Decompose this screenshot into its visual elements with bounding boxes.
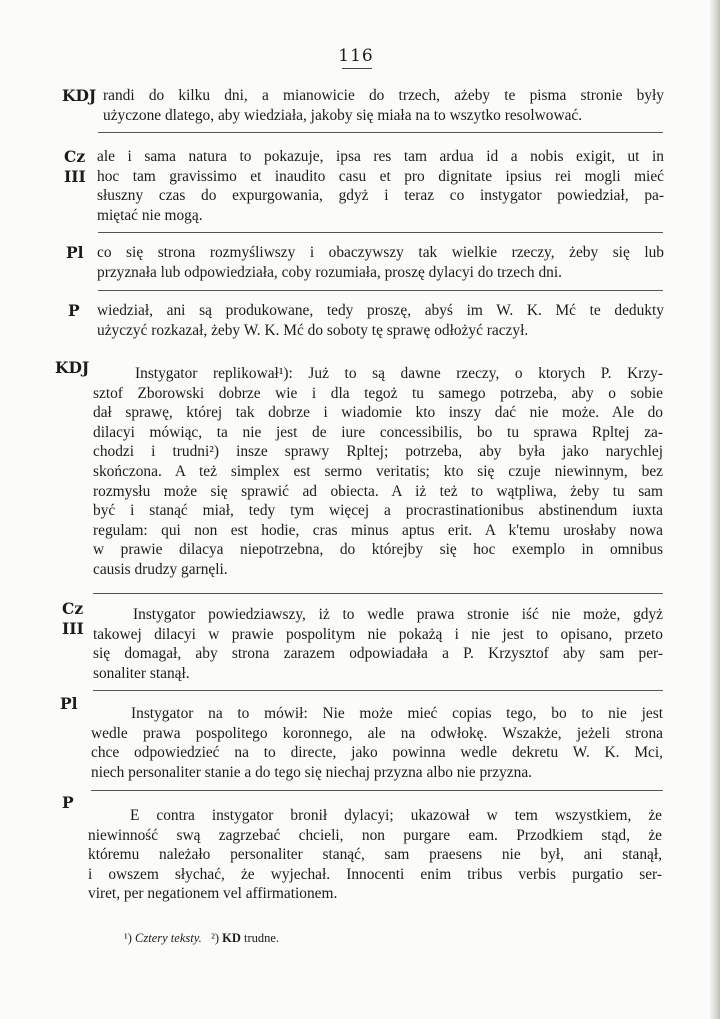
section-text (88, 806, 662, 904)
siglum: KDJ (62, 86, 97, 105)
section-divider (93, 593, 663, 594)
siglum: Pl (60, 694, 78, 713)
footnote-2-text: trudne. (244, 931, 280, 945)
section-divider (98, 290, 663, 291)
text-line: randi do kilku dni, a mianowicie do trzech, ażeby te pisma stronie były (103, 87, 664, 104)
section-divider (98, 232, 663, 233)
text-line: w prawie dilacya niepotrzebna, do którejby się hoc exemplo in omnibus (93, 541, 663, 559)
siglum: Pl (66, 243, 84, 262)
text-line: dał sprawę, której tak dobrze i wiadomie kto inszy dać nie może. Ale do (93, 404, 663, 422)
page-edge-shadow (710, 0, 720, 1019)
text-line: ale i sama natura to pokazuje, ipsa res tam ardua id a nobis exigit, ut in (97, 148, 664, 165)
section-text (93, 364, 663, 580)
section-text (103, 86, 664, 125)
page-number: 116 (338, 46, 374, 66)
section-text (91, 704, 663, 782)
siglum: P (62, 793, 74, 812)
text-line: słuszny czas do expurgowania, gdyż i teraz co instygator powiedział, pa- (97, 187, 664, 205)
text-line: się domagał, aby strona zarazem odpowiadała a P. Krzysztof aby sam per- (93, 645, 663, 663)
siglum: Cz III (64, 147, 86, 186)
page-number-underline (342, 68, 372, 69)
siglum: Cz III (62, 599, 84, 638)
text-line: wiedział, ani są produkowane, tedy proszę, abyś im W. K. Mć te dedukty (97, 302, 664, 319)
text-line: niech personaliter stanie a do tego się niechaj przyzna albo nie przyzna. (91, 763, 533, 781)
text-line: causis drudzy garnęli. (93, 560, 228, 578)
text-line: rozmysłu może się sprawić ad obiecta. A iż też to wątpliwa, żeby tu sam (93, 482, 663, 500)
text-line: i owszem słychać, że wyjechał. Innocenti enim tribus verbis purgatio ser- (88, 865, 662, 883)
section-text (93, 605, 663, 683)
section-divider (91, 790, 663, 791)
text-line: viret, per negationem vel affirmationem. (88, 885, 338, 903)
siglum: KDJ (55, 358, 90, 377)
text-line: skończona. A też simplex est sermo veritatis; kto się czuje niewinnym, bez (93, 462, 663, 480)
text-line: hoc tam gravissimo et inaudito casu et pro dignitate ipsius rei mogli mieć (97, 167, 664, 185)
text-line: miętać nie mogą. (97, 206, 203, 224)
text-line: użyczyć rozkazał, żeby W. K. Mć do soboty tę sprawę odłożyć raczył. (97, 321, 529, 339)
section-divider (98, 132, 663, 133)
text-line: chce odpowiedzieć na to directe, jako powinna wedle dekretu W. K. Mci, (91, 744, 663, 762)
text-line: E contra instygator bronił dylacyi; ukazował w tem wszystkiem, że (130, 807, 662, 824)
text-line: przyznała lub odpowiedziała, coby rozumiała, proszę dylacyi do trzech dni. (97, 263, 562, 281)
text-line: regulam: qui non est hodie, cras minus aptus erit. A k'temu urosłaby nowa (93, 521, 663, 539)
footnote-2-siglum: KD (222, 931, 241, 945)
text-line: takowej dilacyi w prawie pospolitym nie pokażą i nie jest to opisano, przeto (93, 625, 663, 643)
text-line: dilacyi mówiąc, ta nie jest de iure concessibilis, bo tu sprawa Rpltej za- (93, 423, 663, 441)
section-text (97, 301, 664, 340)
section-text (97, 243, 664, 282)
footnote-1-marker: ¹) (124, 931, 132, 945)
text-line: Instygator powiedziawszy, iż to wedle prawa stronie iść nie może, gdyż (133, 606, 663, 623)
text-line: co się strona rozmyśliwszy i obaczywszy tak wielkie rzeczy, żeby się lub (97, 244, 664, 261)
section-divider (93, 690, 663, 691)
text-line: Instygator na to mówił: Nie może mieć copias tego, bo to nie jest (131, 705, 663, 722)
text-line: chodzi i trudni²) insze sprawy Rpltej; potrzeba, aby była jako narychlej (93, 443, 663, 461)
text-line: Instygator replikował¹): Już to są dawne rzeczy, o ktorych P. Krzy- (135, 365, 663, 382)
text-line: być i stanąć miał, tedy tym więcej a procrastinationibus abstinendum iuxta (93, 502, 663, 520)
footnote-2-marker: ²) (211, 931, 219, 945)
text-line: sonaliter stanął. (93, 664, 190, 682)
section-text (97, 147, 664, 225)
text-line: wedle prawa pospolitego koronnego, ale na odwłokę. Wszakże, jeżeli strona (91, 724, 663, 742)
siglum: P (68, 301, 80, 320)
text-line: niewinność swą zagrzebać chcieli, non purgare eam. Przodkiem stąd, że (88, 826, 662, 844)
footnotes (124, 930, 524, 946)
footnote-1-text: Cztery teksty. (135, 931, 202, 945)
text-line: któremu należało personaliter stanąć, sam praesens nie był, ani stanął, (88, 846, 662, 864)
text-line: sztof Zborowski dobrze wie i dla tegoż tu samego potrzeba, aby o sobie (93, 384, 663, 402)
text-line: użyczone dlatego, aby wiedziała, jakoby się miała na to wszytko resolwować. (103, 106, 583, 124)
